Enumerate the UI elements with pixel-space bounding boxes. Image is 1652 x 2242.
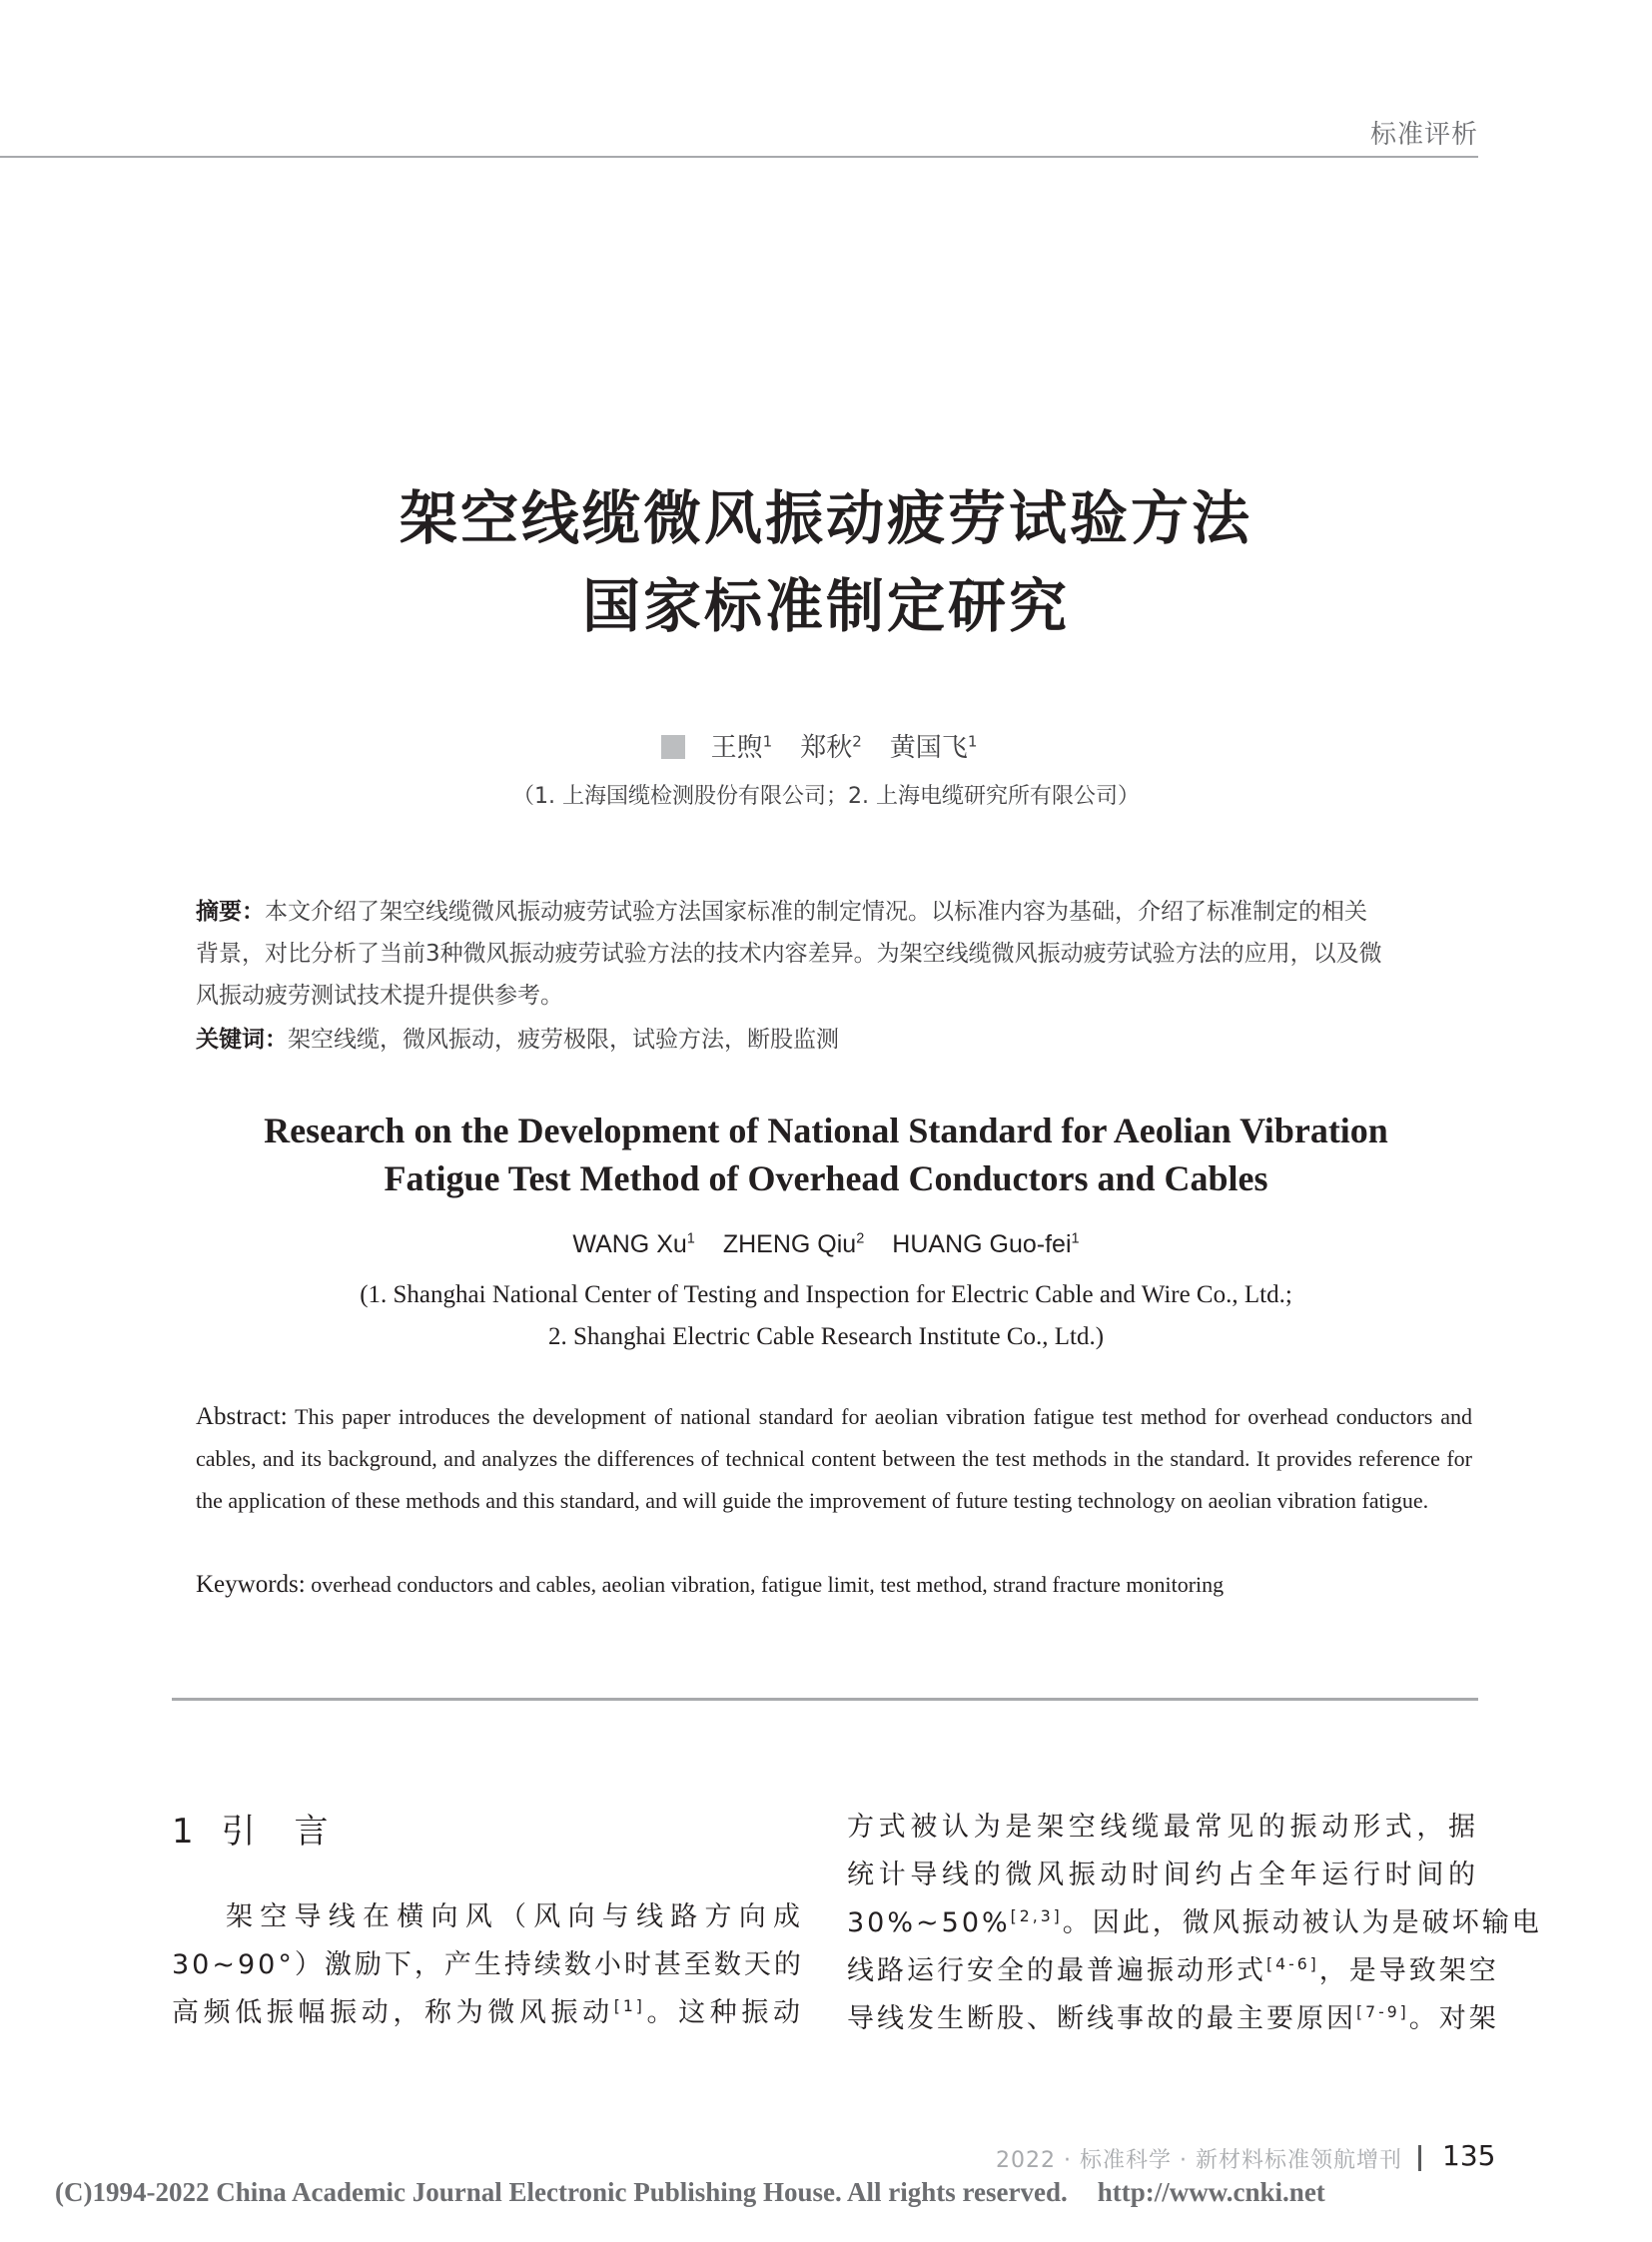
en-author-2: ZHENG Qiu$^2$ xyxy=(722,1230,865,1258)
footer-divider xyxy=(1418,2145,1421,2171)
cn-author-2: 郑秋$^2$ xyxy=(800,732,862,763)
section-label: 标准评析 xyxy=(1369,120,1478,150)
cn-keywords xyxy=(196,1019,1472,1061)
en-authors xyxy=(0,1230,1652,1259)
body-column-left xyxy=(172,1893,803,2037)
en-title-line-2: Fatigue Test Method of Overhead Conductors and Cables xyxy=(384,1158,1268,1198)
body-line: 30~90°）激励下，产生持续数小时甚至数天的 xyxy=(172,1949,804,1980)
cn-authors xyxy=(0,727,1652,764)
body-column-right xyxy=(847,1804,1542,2043)
cn-author-3: 黄国飞$^1$ xyxy=(889,732,978,763)
cn-abstract-label: 摘要： xyxy=(196,899,265,925)
body-line: 线路运行安全的最普遍振动形式[4-6]，是导致架空 xyxy=(847,1954,1499,1986)
section-title: 引 言 xyxy=(221,1812,343,1852)
cn-title-line-1: 架空线缆微风振动疲劳试验方法 xyxy=(399,484,1252,552)
page-footer xyxy=(0,2137,1652,2177)
cn-author-1: 王煦$^1$ xyxy=(710,732,773,763)
section-divider xyxy=(172,1698,1478,1701)
cn-title-line-2: 国家标准制定研究 xyxy=(581,572,1070,640)
cn-abstract-line: 风振动疲劳测试技术提升提供参考。 xyxy=(196,983,563,1009)
copyright-watermark xyxy=(55,2177,1652,2208)
cn-abstract-line: 背景，对比分析了当前3种微风振动疲劳试验方法的技术内容差异。为架空线缆微风振动疲劳试验方法的应用，以及微 xyxy=(196,941,1382,967)
en-keywords-label: Keywords: xyxy=(196,1571,306,1598)
en-affiliation-line-2: 2. Shanghai Electric Cable Research Institute Co., Ltd.) xyxy=(547,1323,1105,1350)
cn-affiliation: （1. 上海国缆检测股份有限公司；2. 上海电缆研究所有限公司） xyxy=(512,784,1140,809)
en-title xyxy=(0,1107,1652,1202)
cn-abstract xyxy=(196,891,1472,1017)
en-affiliation-line-1: (1. Shanghai National Center of Testing and Inspection for Electric Cable and Wire Co., Ltd.; xyxy=(360,1281,1292,1308)
author-square-icon xyxy=(661,735,685,759)
cn-abstract-line: 摘要：本文介绍了架空线缆微风振动疲劳试验方法国家标准的制定情况。以标准内容为基础，介绍了标准制定的相关 xyxy=(196,899,1367,925)
journal-name: 2022 · 标准科学 · 新材料标准领航增刊 xyxy=(996,2148,1402,2173)
en-abstract xyxy=(196,1396,1472,1522)
header-rule xyxy=(0,156,1478,158)
running-header xyxy=(0,108,1478,158)
en-abstract-text: This paper introduces the development of national standard for aeolian vibration fatigue test method for overhead conductors and cables, and its background, and analyzes the differences of technical content between the test methods in the standard. It provides reference for the application of these methods and this standard, and will guide the improvement of future testing technology on aeolian vibration fatigue. xyxy=(196,1404,1472,1513)
en-title-line-1: Research on the Development of National Standard for Aeolian Vibration xyxy=(264,1111,1388,1150)
cn-keywords-text: 架空线缆，微风振动，疲劳极限，试验方法，断股监测 xyxy=(288,1027,839,1053)
en-affiliation xyxy=(0,1274,1652,1358)
en-author-3: HUANG Guo-fei$^1$ xyxy=(892,1230,1080,1258)
body-line: 高频低振幅振动，称为微风振动[1]。这种振动 xyxy=(172,1996,804,2028)
en-abstract-label: Abstract: xyxy=(196,1403,288,1430)
copyright-text: (C)1994-2022 China Academic Journal Electronic Publishing House. All rights reserved. xyxy=(55,2177,1068,2207)
body-line: 统计导线的微风振动时间约占全年运行时间的 xyxy=(847,1860,1478,1890)
body-line: 架空导线在横向风（风向与线路方向成 xyxy=(226,1901,803,1932)
en-author-1: WANG Xu$^1$ xyxy=(572,1230,695,1258)
section-number: 1 xyxy=(172,1812,194,1852)
body-line: 30%~50%[2,3]。因此，微风振动被认为是破坏输电 xyxy=(847,1906,1542,1938)
copyright-url: http://www.cnki.net xyxy=(1097,2177,1325,2207)
en-keywords xyxy=(196,1564,1472,1606)
page-number: 135 xyxy=(1442,2139,1496,2172)
section-heading xyxy=(172,1804,342,1853)
en-keywords-text: overhead conductors and cables, aeolian vibration, fatigue limit, test method, strand fracture monitoring xyxy=(311,1572,1225,1597)
body-line: 导线发生断股、断线事故的最主要原因[7-9]。对架 xyxy=(847,2002,1499,2034)
cn-keywords-label: 关键词： xyxy=(196,1027,288,1053)
body-line: 方式被认为是架空线缆最常见的振动形式，据 xyxy=(847,1812,1478,1843)
